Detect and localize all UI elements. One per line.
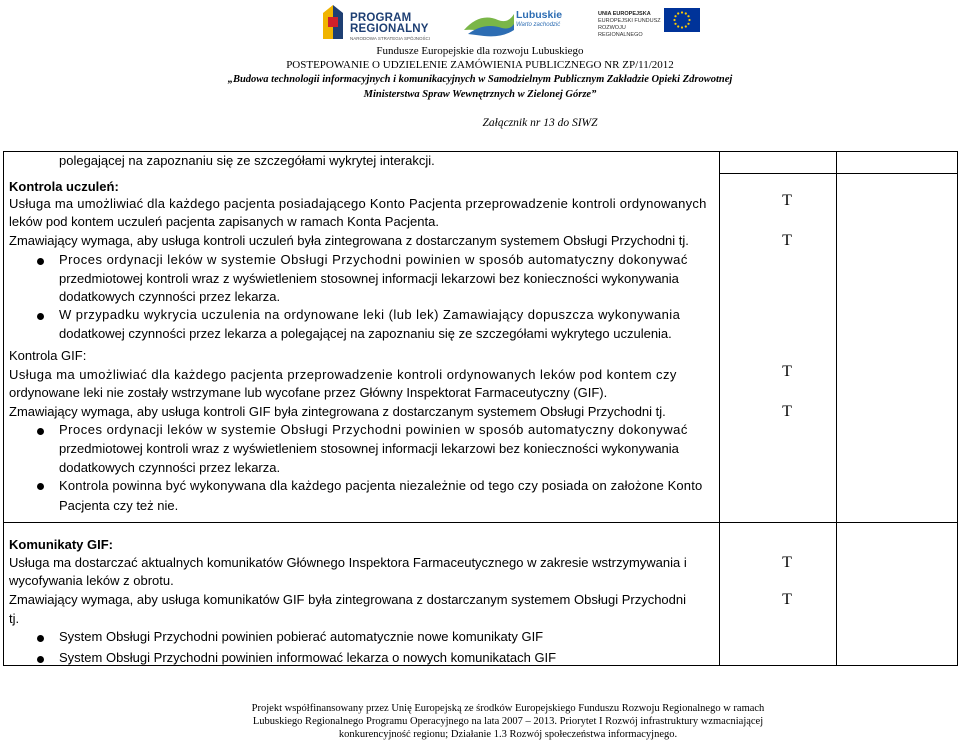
allergy-paragraph1-line2: leków pod kontem uczuleń pacjenta zapisanych w ramach Konta Pacjenta. xyxy=(9,214,439,229)
header-line2: POSTEPOWANIE O UDZIELENIE ZAMÓWIENIA PUBLICZNEGO NR ZP/11/2012 xyxy=(286,59,674,71)
row-divider xyxy=(4,522,957,523)
allergy-paragraph2: Zmawiający wymaga, aby usługa kontroli uczuleń była zintegrowana z dostarczanym systemem Obsługi Przychodni tj. xyxy=(9,233,689,248)
footer-line3: konkurencyjność regionu; Działanie 1.3 Rozwój społeczeństwa informacyjnego. xyxy=(338,729,678,740)
column-divider xyxy=(836,152,837,665)
gif-paragraph1-line2: ordynowane leki nie zostały wstrzymane lub wycofane przez Główny Inspektorat Farmaceutyczny (GIF). xyxy=(9,385,608,400)
eu-text xyxy=(598,11,662,39)
region-tagline: Warto zachodzić xyxy=(516,22,561,28)
lubuskie-logo xyxy=(462,2,582,44)
bullet-icon xyxy=(37,656,44,663)
allergy-bullet1-line1: Proces ordynacji leków w systemie Obsługi Przychodni powinien w sposób automatyczny dokonywać xyxy=(59,252,688,267)
bullet-icon xyxy=(37,313,44,320)
gif-bullet1-line1: Proces ordynacji leków w systemie Obsługi Przychodni powinien w sposób automatyczny dokonywać xyxy=(59,422,688,437)
programme-title-line2: REGIONALNY xyxy=(350,23,429,35)
notices-paragraph1-line1: Usługa ma dostarczać aktualnych komunikatów Głównego Inspektora Farmaceutycznego w zakresie wstrzymywania i xyxy=(9,555,687,570)
eu-line3: ROZWOJU REGIONALNEGO xyxy=(598,25,643,38)
eu-logo xyxy=(598,2,702,44)
annex-label: Załącznik nr 13 do SIWZ xyxy=(482,117,598,129)
notices-paragraph2-line1: Zmawiający wymaga, aby usługa komunikatów GIF była zintegrowana z dostarczanym systemem Obsługi Przychodni xyxy=(9,592,686,607)
gif-paragraph1-line1: Usługa ma umożliwiać dla każdego pacjenta przeprowadzenie kontroli ordynowanych leków pod kontem czy xyxy=(9,367,677,382)
programme-title-line1: PROGRAM xyxy=(350,12,412,24)
logo-bar xyxy=(0,2,960,46)
footer-line2: Lubuskiego Regionalnego Programu Operacyjnego na lata 2007 – 2013. Priorytet I Rozwój infrastruktury wzmacniającej xyxy=(252,716,764,727)
compliance-mark: T xyxy=(782,403,792,420)
compliance-mark: T xyxy=(782,232,792,249)
eu-flag-icon xyxy=(664,8,700,32)
header-line3: „Budowa technologii informacyjnych i komunikacyjnych w Samodzielnym Publicznym Zakładzie Opieki Zdrowotnej xyxy=(227,74,733,85)
regional-programme-emblem-icon xyxy=(320,3,346,41)
continuation-text: polegającej na zapoznaniu się ze szczegółami wykrytej interakcji. xyxy=(59,153,435,168)
regional-programme-logo xyxy=(320,2,431,44)
notices-paragraph1-line2: wycofywania leków z obrotu. xyxy=(9,573,174,588)
header-line1: Fundusze Europejskie dla rozwoju Lubuskiego xyxy=(376,45,584,57)
bullet-icon xyxy=(37,428,44,435)
header-line4: Ministerstwa Spraw Wewnętrznych w Zielonej Górze” xyxy=(363,89,597,100)
compliance-mark: T xyxy=(782,591,792,608)
compliance-mark: T xyxy=(782,363,792,380)
compliance-mark: T xyxy=(782,554,792,571)
notices-paragraph2-line2: tj. xyxy=(9,611,20,626)
notices-bullet1: System Obsługi Przychodni powinien pobierać automatycznie nowe komunikaty GIF xyxy=(59,629,544,644)
gif-bullet2-line2: Pacjenta czy też nie. xyxy=(59,498,179,513)
requirements-table xyxy=(3,151,958,666)
eu-line2: EUROPEJSKI FUNDUSZ xyxy=(598,18,661,24)
eu-line1: UNIA EUROPEJSKA xyxy=(598,11,651,17)
gif-bullet1-line3: dodatkowych czynności przez lekarza. xyxy=(59,460,281,475)
allergy-bullet2-line2: dodatkowej czynności przez lekarza a polegającej na zapoznaniu się ze szczegółami wykrytego uczulenia. xyxy=(59,326,672,341)
gif-bullet1-line2: przedmiotowej kontroli wraz z wyświetleniem stosownej informacji lekarzowi bez konieczności wykonywania xyxy=(59,441,679,456)
gif-paragraph2: Zmawiający wymaga, aby usługa kontroli GIF była zintegrowana z dostarczanym systemem Obsługi Przychodni tj. xyxy=(9,404,666,419)
bullet-icon xyxy=(37,635,44,642)
section-heading-gif-notices: Komunikaty GIF: xyxy=(9,537,114,552)
footer-line1: Projekt współfinansowany przez Unię Europejską ze środków Europejskiego Funduszu Rozwoju Regionalnego w ramach xyxy=(251,703,765,714)
programme-subtitle: NARODOWA STRATEGIA SPÓJNOŚCI xyxy=(350,36,431,41)
section-heading-gif-control: Kontrola GIF: xyxy=(9,348,87,363)
allergy-bullet1-line3: dodatkowych czynności przez lekarza. xyxy=(59,289,281,304)
bullet-icon xyxy=(37,483,44,490)
allergy-bullet1-line2: przedmiotowej kontroli wraz z wyświetleniem stosownej informacji lekarzowi bez konieczności wykonywania xyxy=(59,271,679,286)
allergy-bullet2-line1: W przypadku wykrycia uczulenia na ordynowane leki (lub lek) Zamawiający dopuszcza wykonywania xyxy=(59,307,681,322)
compliance-mark: T xyxy=(782,192,792,209)
bullet-icon xyxy=(37,258,44,265)
gif-bullet2-line1: Kontrola powinna być wykonywana dla każdego pacjenta niezależnie od tego czy posiada on założone Konto xyxy=(59,478,703,493)
section-heading-allergy: Kontrola uczuleń: xyxy=(9,179,119,194)
region-name: Lubuskie xyxy=(516,9,563,21)
column-divider xyxy=(719,152,720,665)
row-divider xyxy=(719,173,957,174)
allergy-paragraph1-line1: Usługa ma umożliwiać dla każdego pacjenta posiadającego Konto Pacjenta przeprowadzenie kontroli ordynowanych xyxy=(9,196,707,211)
notices-bullet2: System Obsługi Przychodni powinien informować lekarza o nowych komunikatach GIF xyxy=(59,650,557,665)
